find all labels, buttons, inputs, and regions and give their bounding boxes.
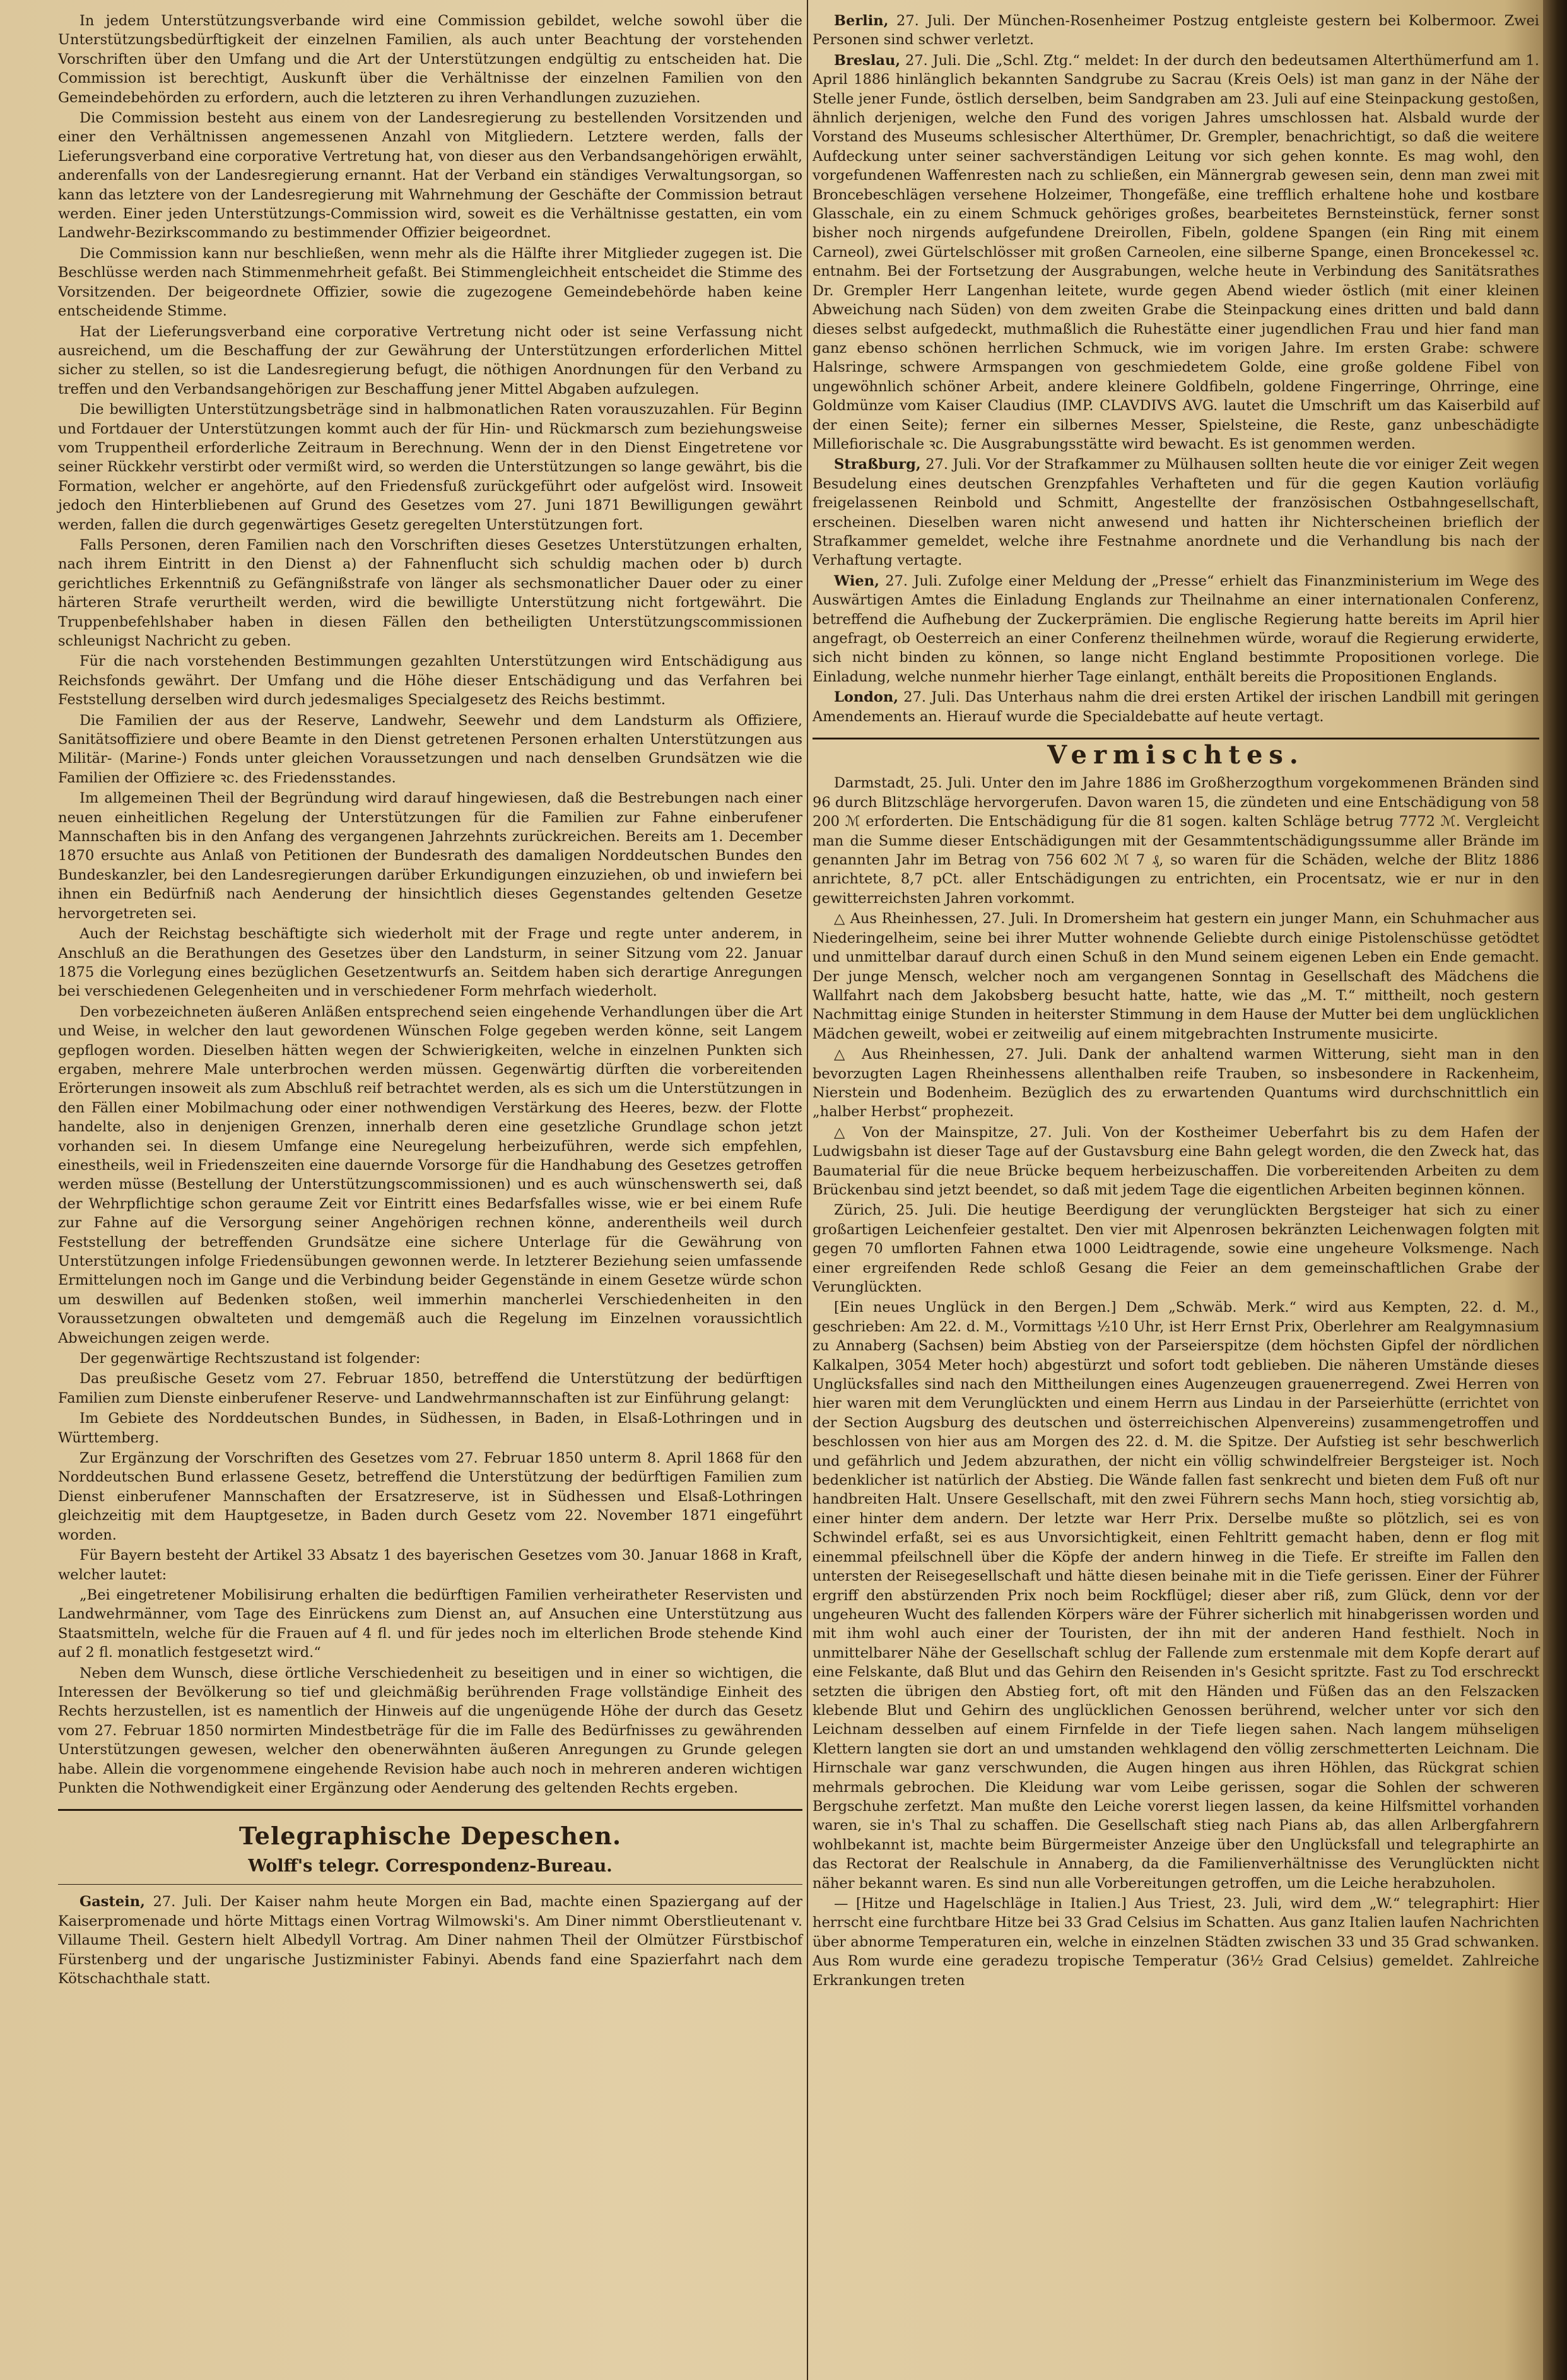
subheading-rule [58,1884,802,1885]
dispatch-item [813,11,1539,50]
section-rule [58,1809,802,1811]
article-paragraph: Die Commission besteht aus einem von der Landesregierung zu bestellenden Vorsitzenden und einer den Verhältnissen angemessenen Anzahl von Mitgliedern. Letztere werden, falls der Lieferungsverband eine corporative Vertretung hat, von dieser aus den Verbandsangehörigen erwählt, anderenfalls von der Landesregierung ernannt. Hat der Verband ein ständiges Verwaltungsorgan, so kann das letztere von der Landesregierung mit Wahrnehmung der Geschäfte der Commission betraut werden. Einer jeden Unterstützungs-Commission wird, soweit es die Verhältnisse gestatten, ein vom Landwehr-Bezirkscommando zu bestimmender Offizier beigeordnet. [58,110,802,242]
article-paragraph: Hat der Lieferungsverband eine corporative Vertretung nicht oder ist seine Verfassung nicht ausreichend, um die Beschaffung der zur Gewährung der Unterstützungen erforderlichen Mittel sicher zu stellen, so ist die Landesregierung befugt, die nöthigen Anordnungen für den Verband zu treffen und den Verbandsangehörigen zur Beschaffung jener Mittel Abgaben aufzulegen. [58,323,802,398]
article-paragraph: Die Familien der aus der Reserve, Landwehr, Seewehr und dem Landsturm als Offiziere, Sanitätsoffiziere und obere Beamte in den Dienst getretenen Personen erhalten Unterstützungen aus Militär- (Marine-) Fonds unter gleichen Voraussetzungen und nach denselben Grundsätzen wie die Familien der Offiziere ꝛc. des Friedensstandes. [58,712,802,786]
left-column [58,11,802,1989]
article-paragraph: Der gegenwärtige Rechtszustand ist folgender: [79,1350,421,1367]
column-divider [807,0,808,2380]
page-edge [1543,0,1567,2380]
news-item: △ Von der Mainspitze, 27. Juli. Von der Kostheimer Ueberfahrt bis zu dem Hafen der Ludwigsbahn ist dieser Tage auf der Gustavsburg eine Bahn gelegt worden, die den Zweck hat, das Baumaterial für die neue Brücke bequem herbeizuschaffen. Die vorbereitenden Arbeiten zu dem Brückenbau sind jetzt beendet, so daß mit jedem Tage die eigentlichen Arbeiten beginnen können. [813,1124,1539,1198]
dispatch-item [813,51,1539,454]
article-paragraph: Die Commission kann nur beschließen, wenn mehr als die Hälfte ihrer Mitglieder zugegen ist. Die Beschlüsse werden nach Stimmenmehrheit gefaßt. Bei Stimmengleichheit entscheidet die Stimme des Vorsitzenden. Der beigeordnete Offizier, sowie die zugezogene Gemeindebehörde haben keine entscheidende Stimme. [58,245,802,320]
dispatch-item [813,455,1539,570]
news-item: Zürich, 25. Juli. Die heutige Beerdigung der verunglückten Bergsteiger hat sich zu einer großartigen Leichenfeier gestaltet. Den vier mit Alpenrosen bekränzten Leichenwagen folgten mit gegen 70 umflorten Fahnen etwa 1000 Leidtragende, sowie eine ungeheure Volksmenge. Nach einer ergreifenden Rede schloß Gesang die Feier an dem gemeinschaftlichen Grabe der Verunglückten. [813,1202,1539,1295]
dispatch-item [813,688,1539,726]
telegraph-heading: Telegraphische Depeschen. [238,1822,622,1851]
vermischtes-list [813,774,1539,1990]
law-article [58,11,802,1798]
vermischtes-heading: Vermischtes. [1047,740,1305,770]
article-paragraph: Den vorbezeichneten äußeren Anläßen entsprechend seien eingehende Verhandlungen über die Art und Weise, in welcher den laut gewordenen Wünschen Folge gegeben werden könne, seit Langem gepflogen worden. Dieselben hätten wegen der Schwierigkeiten, welche in einzelnen Punkten sich ergaben, mehrere Male unterbrochen werden müssen. Gegenwärtig dürften die vorbereitenden Erörterungen insoweit als zum Abschluß reif betrachtet werden, als es sich um die Unterstützungen in den Fällen einer Mobilmachung oder einer nothwendigen Verstärkung des Heeres, bezw. der Flotte handelte, also in denjenigen Grenzen, innerhalb deren eine gesetzliche Grundlage schon jetzt vorhanden sei. In diesem Umfange eine Neuregelung herbeizuführen, werde sich empfehlen, einestheils, weil in Friedenszeiten eine dauernde Vorsorge für die Handhabung des Gesetzes getroffen werden müsse (Bestellung der Unterstützungscommissionen) und es auch wünschenswerth sei, daß der Wehrpflichtige schon geraume Zeit vor Eintritt eines Bedarfsfalles wisse, wie er bei einem Rufe zur Fahne auf die Versorgung seiner Angehörigen rechnen könne, anderentheils weil durch Feststellung der betreffenden Grundsätze eine sichere Unterlage für die Gewährung von Unterstützungen infolge Friedensübungen gewonnen werde. In letzterer Beziehung seien umfassende Ermittelungen noch im Gange und die Verbindung beider Gegenstände in einem Gesetze würde schon um deswillen auf Bedenken stoßen, weil immerhin mancherlei Verschiedenheiten in den Voraussetzungen obwalteten und demgemäß auch die Regelung im Einzelnen voraussichtlich Abweichungen zeigen werde. [58,1003,802,1346]
article-paragraph: In jedem Unterstützungsverbande wird eine Commission gebildet, welche sowohl über die Unterstützungsbedürftigkeit der einzelnen Familien, als auch unter Beachtung der vorstehenden Vorschriften über den Umfang und die Art der Unterstützungen endgültig zu entscheiden hat. Die Commission ist berechtigt, Auskunft über die Verhältnisse der einzelnen Familien von den Gemeindebehörden zu erfordern, auch die letzteren zu ihren Verhandlungen zuzuziehen. [58,13,802,106]
news-item: △ Aus Rheinhessen, 27. Juli. In Dromersheim hat gestern ein junger Mann, ein Schuhmacher aus Niederingelheim, seine bei ihrer Mutter wohnende Geliebte durch einige Pistolenschüsse getödtet und unmittelbar darauf durch einen Schuß in den Mund seinem eigenen Leben ein Ende gemacht. Der junge Mensch, welcher noch am vergangenen Sonntag in Gesellschaft des Mädchens die Wallfahrt nach dem Jakobsberg besucht hatte, hatte, wie das „M. T.“ mittheilt, noch gestern Nachmittag einige Stunden in heiterster Stimmung in dem Hause der Mutter bei dem unglücklichen Mädchen geweilt, wobei er zeitweilig auf einem mitgebrachten Instrumente musicirte. [813,910,1539,1042]
dispatch-place: London, [834,689,899,706]
dispatch-place: Straßburg, [834,456,921,473]
article-paragraph: Im allgemeinen Theil der Begründung wird darauf hingewiesen, daß die Bestrebungen nach einer neuen einheitlichen Regelung der Unterstützungen für die Familien zur Fahne einberufener Mannschaften bis in den Anfang des vergangenen Jahrzehnts zurückreichen. Bereits am 1. December 1870 ersuchte aus Anlaß von Petitionen der Bundesrath des damaligen Norddeutschen Bundes den Bundeskanzler, bei den Landesregierungen darüber Erkundigungen einzuziehen, ob und inwiefern bei ihnen ein Bedürfniß nach Aenderung der hinsichtlich dieses Gegenstandes geltenden Gesetze hervorgetreten sei. [58,790,802,922]
article-paragraph: „Bei eingetretener Mobilisirung erhalten die bedürftigen Familien verheiratheter Reservisten und Landwehrmänner, vom Tage des Einrückens zum Dienst an, auf Ansuchen eine Unterstützung aus Staatsmitteln, welche für die Frauen auf 4 fl. und für jedes noch im elterlichen Brode stehende Kind auf 2 fl. monatlich festgesetzt wird.“ [58,1586,802,1661]
news-item: — [Hitze und Hagelschläge in Italien.] Aus Triest, 23. Juli, wird dem „W.“ telegraphirt: Hier herrscht eine furchtbare Hitze bei 33 Grad Celsius im Schatten. Aus ganz Italien laufen Nachrichten über abnorme Temperaturen ein, welche in einzelnen Städten zwischen 33 und 35 Grad schwanken. Aus Rom wurde eine geradezu tropische Temperatur (36½ Grad Celsius) gemeldet. Zahlreiche Erkrankungen treten [813,1895,1539,1989]
article-paragraph: Auch der Reichstag beschäftigte sich wiederholt mit der Frage und regte unter anderem, in Anschluß an die Berathungen des Gesetzes über den Landsturm, in seiner Sitzung vom 22. Januar 1875 die Vorlegung eines bezüglichen Gesetzentwurfs an. Seitdem haben sich derartige Anregungen bei verschiedenen Gelegenheiten und in verschiedener Form mehrfach wiederholt. [58,926,802,1000]
right-column [813,11,1539,1991]
dispatch-place: Berlin, [834,13,889,29]
dispatch-text: 27. Juli. Zufolge einer Meldung der „Presse“ erhielt das Finanzministerium im Wege des Auswärtigen Amtes die Einladung Englands zur Theilnahme an einer internationalen Conferenz, betreffend die Aufhebung der Zuckerprämien. Die englische Regierung hatte bereits im April hier angefragt, ob Oesterreich an einer Conferenz theilnehmen würde, worauf die Regierung erwiderte, sich nicht binden zu können, so lange nicht England bestimmte Propositionen vorlege. Die Einladung, welche nunmehr hierher Tage einlangt, enthält bereits die Propositionen Englands. [813,572,1540,685]
dispatch-text: 27. Juli. Die „Schl. Ztg.“ meldet: In der durch den bedeutsamen Alterthümerfund am 1. April 1886 hinlänglich bekannten Sandgrube zu Sacrau (Kreis Oels) ist man ganz in der Nähe der Stelle jener Funde, östlich derselben, beim Sandgraben am 23. Juli auf eine Steinpackung gestoßen, ähnlich derjenigen, welche den Fund des vorigen Jahres umschlossen hat. Alsbald wurde der Vorstand des Museums schlesischer Alterthümer, Dr. Grempler, benachrichtigt, so daß die weitere Aufdeckung unter seiner sachverständigen Leitung vor sich gehen konnte. Es mag wohl, den vorgefundenen Waffenresten nach zu schließen, ein Männergrab gewesen sein, denn man zwei mit Broncebeschlägen versehene Holzeimer, Thongefäße, eine trefflich erhaltene hohe und kostbare Glasschale, ein zu einem Schmuck gehöriges großes, bearbeitetes Bernsteinstück, ferner sonst bisher noch nirgends aufgefundene Dreirollen, Fibeln, goldene Spangen (ein Ring mit einem Carneol), zwei Gürtelschlösser mit großen Carneolen, eine silberne Spange, einen Broncekessel ꝛc. entnahm. Bei der Fortsetzung der Ausgrabungen, welche heute in Verbindung des Sanitätsrathes Dr. Grempler Herr Langenhan leitete, wurde gegen Abend wieder östlich (mit einer kleinen Abweichung nach Süden) von dem zweiten Grabe die Steinpackung eines dritten und bald dann dieses selbst aufgedeckt, muthmaßlich die Ruhestätte einer jugendlichen Frau und hier fand man ganz ebenso schönen herrlichen Schmuck, wie im vorigen Jahre. Im ersten Grabe: schwere Halsringe, schwere Armspangen von geschmiedetem Golde, eine große goldene Fibel von ungewöhnlich schöner Arbeit, andere kleinere Goldfibeln, goldene Fingerringe, Ohrringe, eine Goldmünze vom Kaiser Claudius (IMP. CLAVDIVS AVG. lautet die Umschrift um das Kaiserbild auf der einen Seite); ferner ein silbernes Messer, Spielsteine, die Reste, ganz unbeschädigte Millefiorischale ꝛc. Die Ausgrabungsstätte wird bewacht. Es ist genommen werden. [813,52,1540,452]
dispatch-text: 27. Juli. Das Unterhaus nahm die drei ersten Artikel der irischen Landbill mit geringen Amendements an. Hierauf wurde die Specialdebatte auf heute vertagt. [813,689,1539,725]
dispatch-place: Wien, [834,572,879,589]
news-item: [Ein neues Unglück in den Bergen.] Dem „Schwäb. Merk.“ wird aus Kempten, 22. d. M., geschrieben: Am 22. d. M., Vormittags ½10 Uhr, ist Herr Ernst Prix, Oberlehrer am Realgymnasium zu Annaberg (Sachsen) beim Abstieg von der Parseierspitze (dem höchsten Gipfel der nördlichen Kalkalpen, 3054 Meter hoch) abgestürzt und sofort todt geblieben. Die näheren Umstände dieses Unglücksfalles sind nach den Mittheilungen eines Augenzeugen grauenerregend. Zwei Herren von hier waren mit dem Verunglückten und einem Herrn aus Lindau in der Parseierhütte (errichtet von der Section Augsburg des deutschen und österreichischen Alpenvereins) zusammengetroffen und beschlossen von hier aus am Morgen des 22. d. M. die Spitze. Der Aufstieg ist sehr beschwerlich und gefährlich und Jedem abzurathen, der nicht ein völlig schwindelfreier Bergsteiger ist. Noch bedenklicher ist natürlich der Abstieg. Die Wände fallen fast senkrecht und bieten dem Fuß oft nur handbreiten Halt. Unsere Gesellschaft, mit den zwei Führern sechs Mann hoch, stieg vorsichtig ab, einer hinter dem andern. Der letzte war Herr Prix. Derselbe mußte so plötzlich, sei es von Schwindel erfaßt, sei es aus Unvorsichtigkeit, einen Fehltritt gemacht haben, denn er flog mit einemmal pfeilschnell über die Köpfe der andern hinweg in die Tiefe. Er streifte im Fallen den untersten der Reisegesellschaft und hätte diesen beinahe mit in die Tiefe gerissen. Einer der Führer ergriff den abstürzenden Prix noch beim Rockflügel; dieser aber riß, zum Glück, denn vor der ungeheuren Wucht des fallenden Körpers wäre der Führer sicherlich mit hinabgerissen worden und mit ihm wohl auch einer der Touristen, der ihn mit der anderen Hand festhielt. Noch in unmittelbarer Nähe der Gesellschaft schlug der Fallende zum erstenmale mit dem Kopfe derart auf eine Felskante, daß Blut und das Gehirn den Reisenden in's Gesicht spritzte. Fast zu Tod erschreckt setzten die übrigen den Abstieg fort, oft mit den Händen und Füßen das an den Felszacken klebende Blut und Gehirn des unglücklichen Genossen berührend, welcher unter vor sich den Leichnam desselben auf einem Firnfelde in der Tiefe liegen sahen. Nach langem mühseligen Klettern langten sie dort an und umstanden wehklagend den völlig zerschmetterten Leichnam. Die Hirnschale war ganz verschwunden, die Augen hingen aus ihren Höhlen, das Rückgrat schien mehrmals gebrochen. Die Kleidung war vom Leibe gerissen, sogar die Sohlen der schweren Bergschuhe zerfetzt. Man mußte den Leiche vorerst liegen lassen, da keine Hilfsmittel vorhanden waren, sie in's Thal zu schaffen. Die Gesellschaft stieg nach Pians ab, das allen Arlbergfahrern wohlbekannt ist, machte beim Bürgermeister Anzeige über den Unglücksfall und telegraphirte an das Rectorat der Realschule in Annaberg, da die Familienverhältnisse des Verunglückten nicht näher bekannt waren. Es sind nun alle Vorbereitungen getroffen, um die Leiche herabzuholen. [813,1299,1539,1892]
dispatch-text: 27. Juli. Der Kaiser nahm heute Morgen ein Bad, machte einen Spaziergang auf der Kaiserpromenade und hörte Mittags einen Vortrag Wilmowski's. Am Diner nimmt Oberstlieutenant v. Villaume Theil. Gestern hielt Albedyll Vortrag. Am Diner nahmen Theil der Olmützer Fürstbischof Fürstenberg und der ungarische Justizminister Fabinyi. Abends fand eine Spazierfahrt nach dem Kötschachthale statt. [58,1894,802,1987]
article-paragraph: Zur Ergänzung der Vorschriften des Gesetzes vom 27. Februar 1850 unterm 8. April 1868 für den Norddeutschen Bund erlassene Gesetz, betreffend die Unterstützung der bedürftigen Familien zum Dienst einberufener Mannschaften der Ersatzreserve, ist in Südhessen und Elsaß-Lothringen gleichzeitig mit dem Hauptgesetze, in Baden durch Gesetz vom 22. November 1871 eingeführt worden. [58,1450,802,1543]
article-paragraph: Für die nach vorstehenden Bestimmungen gezahlten Unterstützungen wird Entschädigung aus Reichsfonds gewährt. Der Umfang und die Höhe dieser Entschädigung und das Verfahren bei Feststellung derselben wird durch jedesmaliges Specialgesetz des Reichs bestimmt. [58,653,802,709]
news-item: △ Aus Rheinhessen, 27. Juli. Dank der anhaltend warmen Witterung, sieht man in den bevorzugten Lagen Rheinhessens allenthalben reife Trauben, so insbesondere in Rackenheim, Nierstein und Bodenheim. Bezüglich des zu erwartenden Quantums wird durchschnittlich ein „halber Herbst“ prophezeit. [813,1046,1539,1121]
dispatch-place: Breslau, [834,52,901,69]
dispatch-text: 27. Juli. Vor der Strafkammer zu Mülhausen sollten heute die vor einiger Zeit wegen Besudelung eines deutschen Grenzpfahles Verhafteten und für die gegen Kaution vorläufig freigelassenen Reinbold und Schmitt, Angestellte der französischen Ostbahngesellschaft, erscheinen. Dieselben waren nicht anwesend und hatten ihr Nichterscheinen brieflich der Strafkammer gemeldet, welche ihre Festnahme anordnete und die Verhandlung bis nach der Verhaftung vertagte. [813,456,1539,569]
dispatch-place: Gastein, [79,1894,145,1911]
article-paragraph: Die bewilligten Unterstützungsbeträge sind in halbmonatlichen Raten vorauszuzahlen. Für Beginn und Fortdauer der Unterstützungen kommt auch der für Hin- und Rückmarsch zum beziehungsweise vom Truppentheil erforderliche Zeitraum in Berechnung. Wenn der in den Dienst Eingetretene vor seiner Rückkehr verstirbt oder vermißt wird, so werden die Unterstützungen so lange gewährt, bis die Formation, welcher er angehörte, auf den Friedensfuß zurückgeführt oder aufgelöst wird. Insoweit jedoch den Hinterbliebenen auf Grund des Gesetzes vom 27. Juni 1871 Bewilligungen gewährt werden, fallen die durch gegenwärtiges Gesetz geregelten Unterstützungen fort. [58,401,802,533]
article-paragraph: Für Bayern besteht der Artikel 33 Absatz 1 des bayerischen Gesetzes vom 30. Januar 1868 in Kraft, welcher lautet: [58,1547,802,1583]
telegraph-subheading: Wolff's telegr. Correspondenz-Bureau. [248,1856,613,1876]
article-paragraph: Das preußische Gesetz vom 27. Februar 1850, betreffend die Unterstützung der bedürftigen Familien zum Dienste einberufener Reserve- und Landwehrmannschaften ist zur Einführung gelangt: [58,1370,802,1406]
dispatch-text: 27. Juli. Der München-Rosenheimer Postzug entgleiste gestern bei Kolbermoor. Zwei Personen sind schwer verletzt. [813,13,1539,49]
section-rule [813,738,1539,739]
article-paragraph: Falls Personen, deren Familien nach den Vorschriften dieses Gesetzes Unterstützungen erhalten, nach ihrem Eintritt in den Dienst a) der Fahnenflucht sich schuldig machen oder b) durch gerichtliches Erkenntniß zu Gefängnißstrafe von länger als sechsmonatlicher Dauer oder zu einer härteren Strafe verurtheilt werden, wird die bewilligte Unterstützung nicht fortgewährt. Die Truppenbefehlshaber haben in diesen Fällen den betheiligten Unterstützungscommissionen schleunigst Nachricht zu geben. [58,536,802,649]
dispatch-gastein [58,1892,802,1988]
article-paragraph: Neben dem Wunsch, diese örtliche Verschiedenheit zu beseitigen und in einer so wichtigen, die Interessen der Bevölkerung so tief und gleichmäßig berührenden Frage vollständige Einheit des Rechts herzustellen, ist es namentlich der Hinweis auf die ungenügende Höhe der durch das Gesetz vom 27. Februar 1850 normirten Mindestbeträge für die im Falle des Bedürfnisses zu gewährenden Unterstützungen gewesen, welcher den obenerwähnten äußeren Anregungen zu Grunde gelegen habe. Allein die vorgenommene eingehende Revision habe auch noch in mehreren anderen wichtigen Punkten die Nothwendigkeit einer Ergänzung oder Aenderung des geltenden Rechts ergeben. [58,1664,802,1796]
dispatch-item [813,572,1539,686]
news-item: Darmstadt, 25. Juli. Unter den im Jahre 1886 im Großherzogthum vorgekommenen Bränden sind 96 durch Blitzschläge hervorgerufen. Davon waren 15, die zündeten und eine Entschädigung von 58 200 ℳ erforderten. Die Entschädigung für die 81 sogen. kalten Schläge betrug 7772 ℳ. Vergleicht man die Summe dieser Entschädigungen mit der Gesammtentschädigungssumme aller Brände im genannten Jahr im Betrag von 756 602 ℳ 7 ₰, so waren für die Schäden, welche der Blitz 1886 anrichtete, 8,7 pCt. aller Entschädigungen zu entrichten, ein Procentsatz, wie er nur in den gewitterreichsten Jahren vorkommt. [813,775,1539,907]
dispatch-list [813,11,1539,726]
article-paragraph: Im Gebiete des Norddeutschen Bundes, in Südhessen, in Baden, in Elsaß-Lothringen und in Württemberg. [58,1410,802,1446]
